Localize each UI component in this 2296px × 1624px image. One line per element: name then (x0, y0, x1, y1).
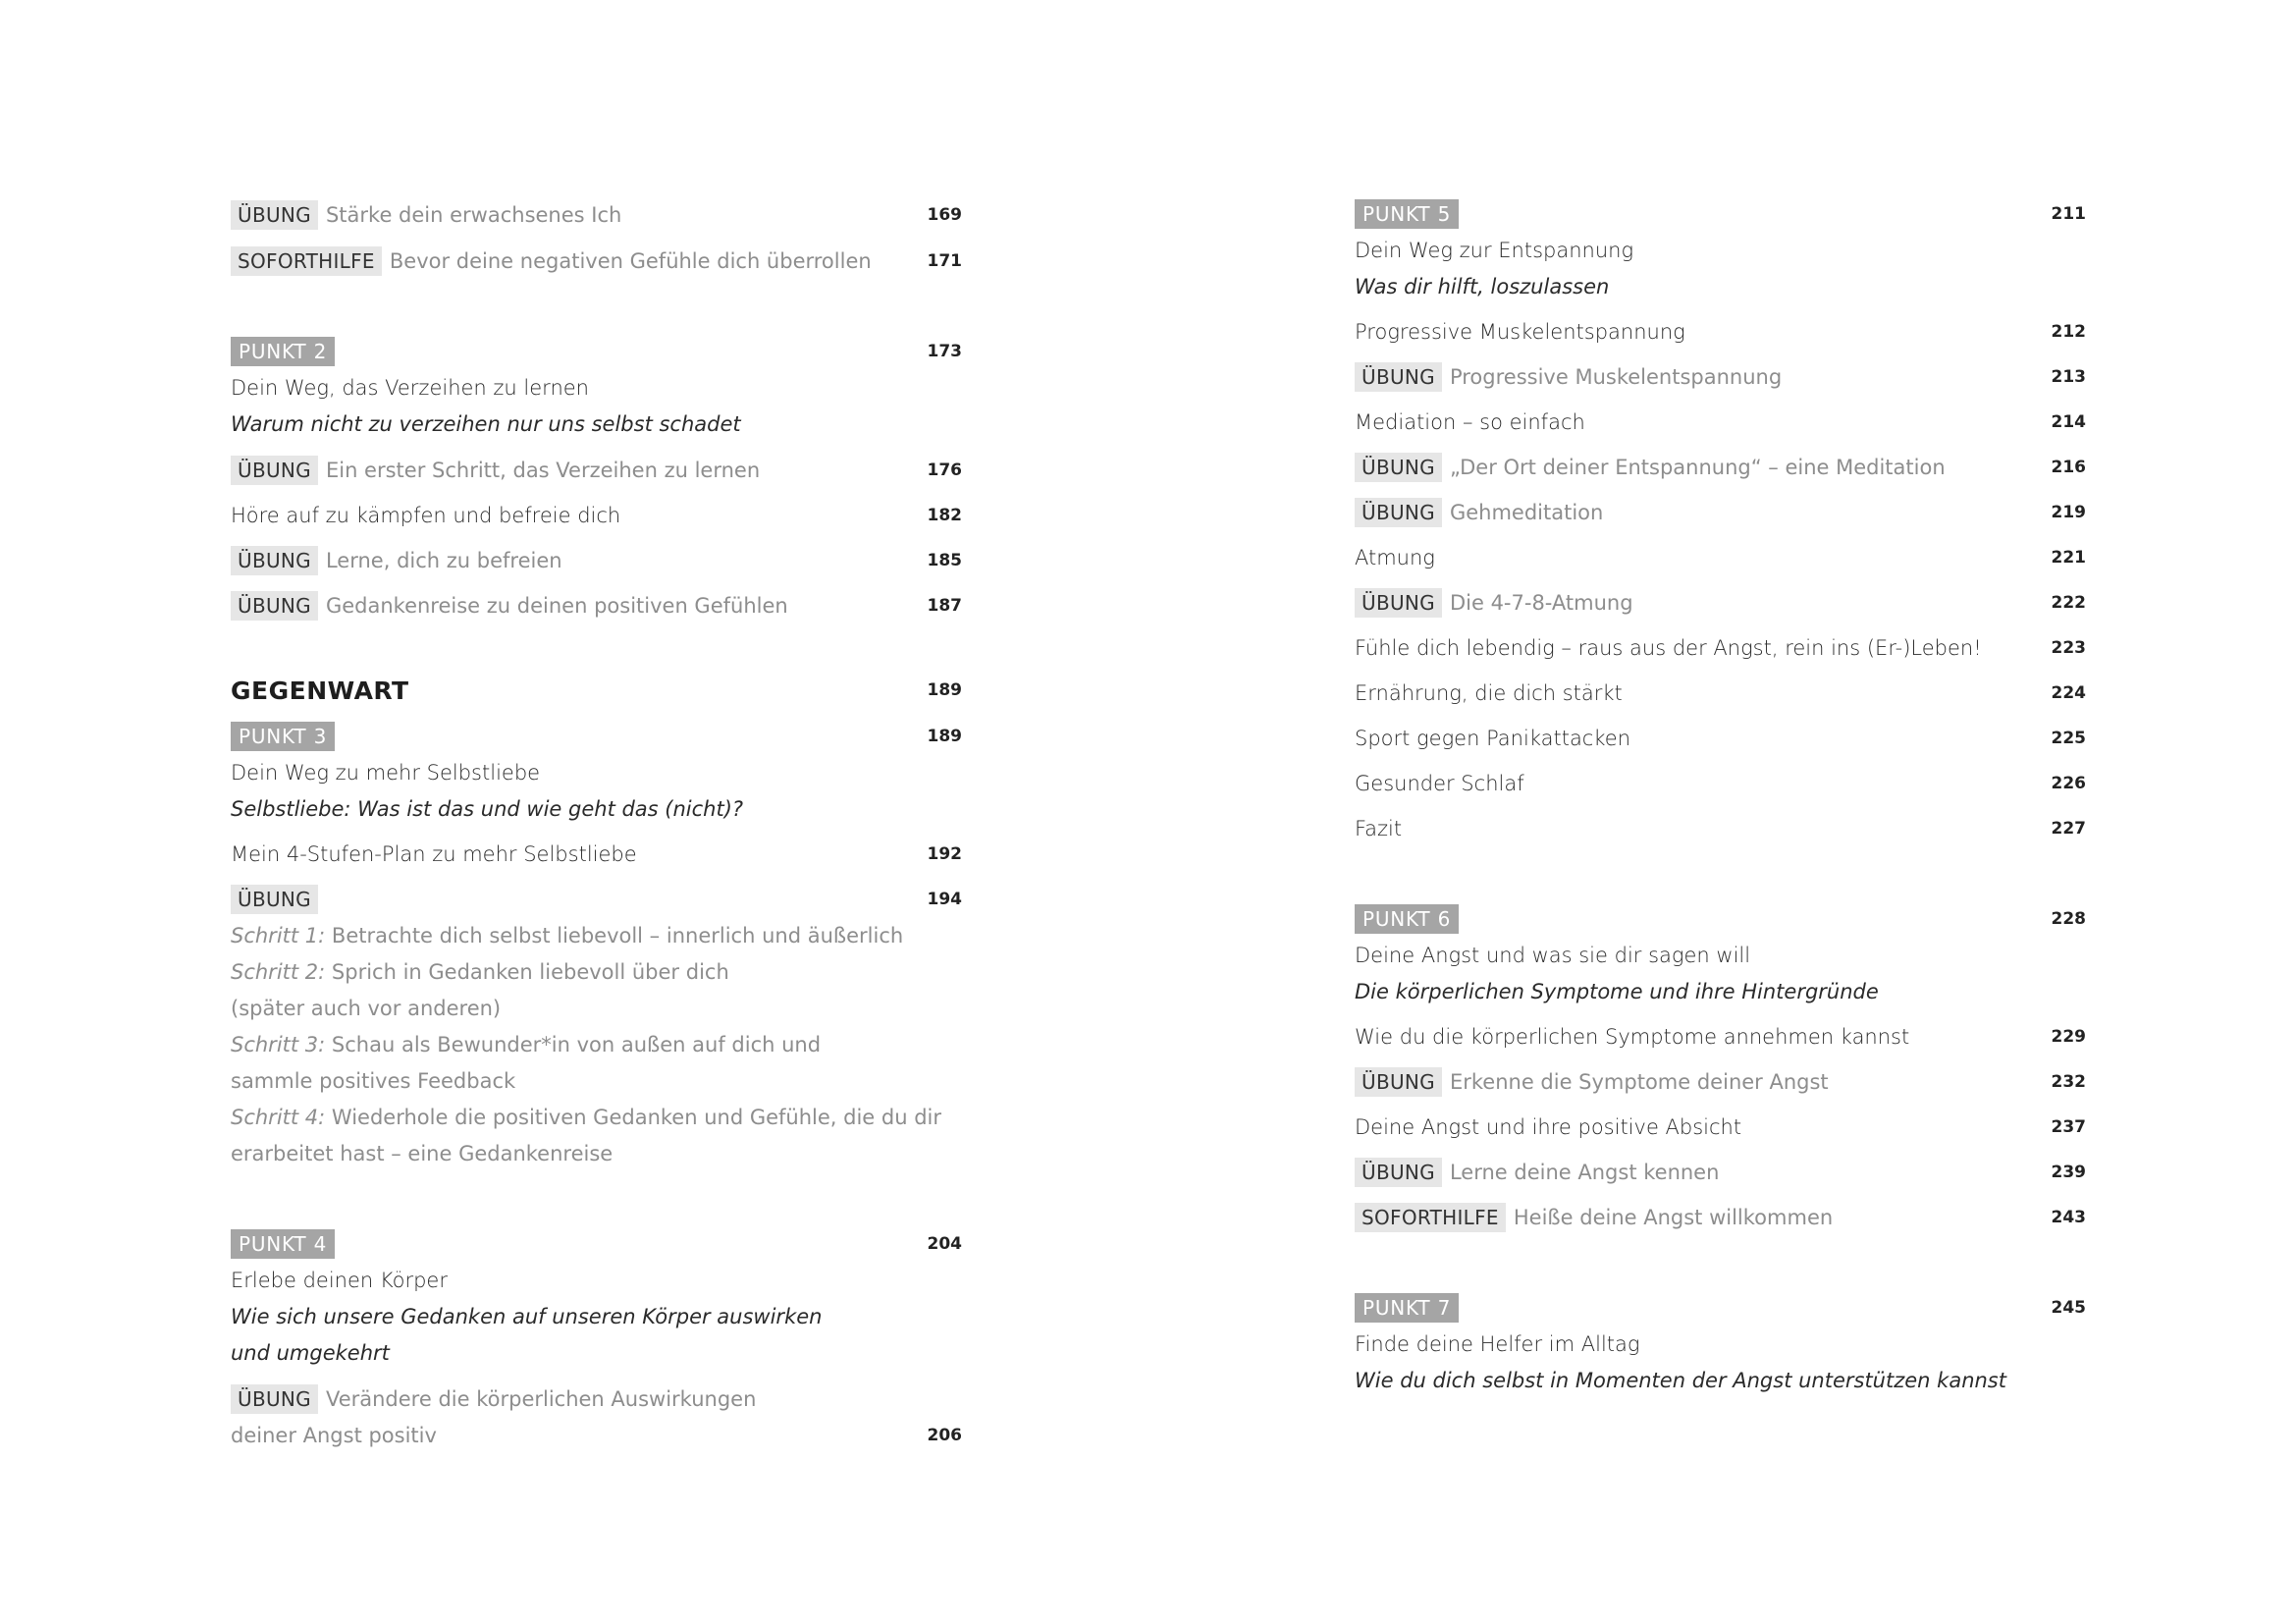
chapter-title-text: Finde deine Helfer im Alltag (1355, 1332, 1640, 1356)
uebung-label: ÜBUNG (231, 591, 318, 621)
entry-text: „Der Ort deiner Entspannung“ – eine Meditation (1449, 456, 1946, 479)
entry-text: Lerne deine Angst kennen (1449, 1161, 1720, 1184)
toc-entry[interactable] (1355, 812, 2086, 845)
uebung-label: ÜBUNG (1355, 362, 1442, 392)
toc-entry[interactable] (1355, 406, 2086, 439)
page-number: 189 (927, 680, 962, 700)
step-line (231, 992, 962, 1025)
toc-entry[interactable] (231, 198, 962, 232)
step-text-cont: erarbeitet hast – eine Gedankenreise (231, 1142, 614, 1165)
chapter-subtitle-text: und umgekehrt (231, 1341, 390, 1365)
step-text: Betrachte dich selbst liebevoll – innerlich und äußerlich (325, 924, 904, 947)
chapter-title (231, 756, 962, 789)
toc-entry[interactable] (1355, 360, 2086, 394)
chapter-subtitle (1355, 1364, 2086, 1397)
page-number: 206 (927, 1426, 962, 1445)
punkt-label: PUNKT 7 (1355, 1293, 1459, 1323)
toc-entry[interactable] (231, 838, 962, 871)
toc-entry[interactable] (1355, 1110, 2086, 1144)
toc-entry[interactable] (1355, 767, 2086, 800)
toc-entry[interactable] (231, 589, 962, 623)
chapter-subtitle-text: Was dir hilft, loszulassen (1355, 275, 1610, 298)
chapter-title-text: Dein Weg, das Verzeihen zu lernen (231, 376, 589, 400)
step-label: Schritt 2: (231, 960, 326, 984)
entry-text: Progressive Muskelentspannung (1355, 320, 1685, 344)
chapter-title-text: Deine Angst und was sie dir sagen will (1355, 944, 1751, 967)
step-text: Schau als Bewunder*in von außen auf dich und (325, 1033, 822, 1056)
entry-text: Gehmeditation (1449, 501, 1604, 524)
page-number: 213 (2051, 367, 2086, 387)
page-number: 176 (927, 460, 962, 480)
section-heading[interactable] (231, 674, 962, 707)
chapter-title (231, 1264, 962, 1297)
page-number: 211 (2051, 204, 2086, 224)
chapter-title-text: Dein Weg zu mehr Selbstliebe (231, 761, 541, 785)
toc-entry[interactable] (1355, 586, 2086, 620)
entry-text: Mein 4-Stufen-Plan zu mehr Selbstliebe (231, 842, 637, 866)
toc-entry[interactable] (1355, 315, 2086, 349)
page-number: 229 (2051, 1027, 2086, 1047)
toc-entry[interactable] (231, 1382, 962, 1416)
toc-entry[interactable] (1355, 722, 2086, 755)
step-line (231, 1064, 962, 1098)
toc-entry[interactable] (231, 244, 962, 278)
step-label: Schritt 3: (231, 1033, 326, 1056)
entry-text: deiner Angst positiv (231, 1424, 437, 1447)
toc-entry-cont[interactable] (231, 1419, 962, 1452)
page-number: 189 (927, 727, 962, 746)
entry-text: Atmung (1355, 546, 1435, 569)
chapter-title (1355, 234, 2086, 267)
toc-entry[interactable] (1355, 496, 2086, 529)
toc-entry[interactable] (1355, 1201, 2086, 1234)
page-number: 169 (927, 205, 962, 225)
page-number: 216 (2051, 458, 2086, 477)
toc-entry[interactable] (231, 499, 962, 532)
page-number: 219 (2051, 503, 2086, 522)
entry-text: Bevor deine negativen Gefühle dich überrollen (389, 249, 872, 273)
toc-entry[interactable] (1355, 451, 2086, 484)
toc-entry[interactable] (1355, 1065, 2086, 1099)
page-number: 212 (2051, 322, 2086, 342)
entry-text: Mediation – so einfach (1355, 410, 1585, 434)
uebung-label: ÜBUNG (231, 456, 318, 485)
step-label: Schritt 1: (231, 924, 326, 947)
entry-text: Ernährung, die dich stärkt (1355, 681, 1623, 705)
page-number: 204 (927, 1234, 962, 1254)
toc-entry[interactable] (1355, 541, 2086, 574)
step-line (231, 1101, 962, 1134)
page-number: 232 (2051, 1072, 2086, 1092)
page-number: 182 (927, 506, 962, 525)
toc-entry[interactable] (1355, 1020, 2086, 1054)
page-number: 227 (2051, 819, 2086, 839)
step-text: Sprich in Gedanken liebevoll über dich (325, 960, 729, 984)
uebung-label: ÜBUNG (1355, 588, 1442, 618)
page-number: 187 (927, 596, 962, 616)
uebung-label: ÜBUNG (1355, 453, 1442, 482)
page-number: 194 (927, 890, 962, 909)
entry-text: Die 4-7-8-Atmung (1449, 591, 1633, 615)
page-number: 185 (927, 551, 962, 570)
punkt-label: PUNKT 3 (231, 722, 335, 751)
toc-entry[interactable] (1355, 677, 2086, 710)
page-number: 245 (2051, 1298, 2086, 1318)
toc-entry[interactable] (231, 454, 962, 487)
step-text-cont: (später auch vor anderen) (231, 997, 502, 1020)
chapter-title (231, 371, 962, 405)
entry-text: Stärke dein erwachsenes Ich (325, 203, 622, 227)
chapter-subtitle-text: Warum nicht zu verzeihen nur uns selbst schadet (231, 412, 741, 436)
chapter-title-text: Dein Weg zur Entspannung (1355, 239, 1634, 262)
page-number: 225 (2051, 729, 2086, 748)
entry-text: Fazit (1355, 817, 1403, 840)
chapter-subtitle-text: Selbstliebe: Was ist das und wie geht das (nicht)? (231, 797, 744, 821)
toc-entry[interactable] (231, 544, 962, 577)
chapter-subtitle-text: Wie du dich selbst in Momenten der Angst unterstützen kannst (1355, 1369, 2006, 1392)
punkt-label: PUNKT 6 (1355, 904, 1459, 934)
uebung-label: ÜBUNG (1355, 498, 1442, 527)
uebung-label: ÜBUNG (231, 200, 318, 230)
punkt-header[interactable] (1355, 902, 2086, 936)
soforthilfe-label: SOFORTHILFE (231, 246, 382, 276)
uebung-label: ÜBUNG (231, 1384, 318, 1414)
entry-text: Wie du die körperlichen Symptome annehmen kannst (1355, 1025, 1910, 1049)
chapter-subtitle (231, 1336, 962, 1370)
punkt-label: PUNKT 4 (231, 1229, 335, 1259)
uebung-label: ÜBUNG (1355, 1158, 1442, 1187)
chapter-subtitle (1355, 270, 2086, 303)
punkt-header[interactable] (231, 335, 962, 368)
chapter-subtitle-text: Wie sich unsere Gedanken auf unseren Körper auswirken (231, 1305, 823, 1328)
chapter-subtitle (231, 407, 962, 441)
section-title: GEGENWART (231, 676, 409, 705)
uebung-label: ÜBUNG (1355, 1067, 1442, 1097)
page-number: 222 (2051, 593, 2086, 613)
chapter-subtitle (231, 792, 962, 826)
entry-text: Ein erster Schritt, das Verzeihen zu lernen (325, 459, 761, 482)
page-number: 237 (2051, 1117, 2086, 1137)
entry-text: Deine Angst und ihre positive Absicht (1355, 1115, 1742, 1139)
chapter-subtitle-text: Die körperlichen Symptome und ihre Hintergründe (1355, 980, 1879, 1003)
chapter-subtitle (231, 1300, 962, 1333)
step-label: Schritt 4: (231, 1106, 326, 1129)
chapter-subtitle (1355, 975, 2086, 1008)
entry-text: Sport gegen Panikattacken (1355, 727, 1630, 750)
entry-text: Fühle dich lebendig – raus aus der Angst, rein ins (Er-)Leben! (1355, 636, 1982, 660)
step-text-cont: sammle positives Feedback (231, 1069, 516, 1093)
punkt-label: PUNKT 5 (1355, 199, 1459, 229)
entry-text: Erkenne die Symptome deiner Angst (1449, 1070, 1829, 1094)
toc-entry[interactable] (1355, 631, 2086, 665)
page-number: 173 (927, 342, 962, 361)
punkt-header[interactable] (1355, 1291, 2086, 1325)
page-number: 214 (2051, 412, 2086, 432)
soforthilfe-label: SOFORTHILFE (1355, 1203, 1506, 1232)
punkt-header[interactable] (231, 1227, 962, 1261)
entry-text: Heiße deine Angst willkommen (1513, 1206, 1834, 1229)
page-number: 221 (2051, 548, 2086, 568)
uebung-label: ÜBUNG (231, 546, 318, 575)
punkt-label: PUNKT 2 (231, 337, 335, 366)
page-number: 243 (2051, 1208, 2086, 1227)
toc-entry[interactable] (231, 883, 962, 916)
step-line (231, 1028, 962, 1061)
entry-text: Gedankenreise zu deinen positiven Gefühlen (325, 594, 788, 618)
chapter-title (1355, 1327, 2086, 1361)
punkt-header[interactable] (231, 720, 962, 753)
punkt-header[interactable] (1355, 197, 2086, 231)
chapter-title-text: Erlebe deinen Körper (231, 1269, 448, 1292)
step-line (231, 955, 962, 989)
step-text: Wiederhole die positiven Gedanken und Gefühle, die du dir (325, 1106, 942, 1129)
page-number: 226 (2051, 774, 2086, 793)
page-number: 192 (927, 844, 962, 864)
step-line (231, 1137, 962, 1170)
page-number: 171 (927, 251, 962, 271)
page-number: 223 (2051, 638, 2086, 658)
chapter-title (1355, 939, 2086, 972)
step-line (231, 919, 962, 952)
uebung-label: ÜBUNG (231, 885, 318, 914)
entry-text: Gesunder Schlaf (1355, 772, 1524, 795)
page-number: 224 (2051, 683, 2086, 703)
toc-entry[interactable] (1355, 1156, 2086, 1189)
entry-text: Höre auf zu kämpfen und befreie dich (231, 504, 621, 527)
entry-text: Verändere die körperlichen Auswirkungen (325, 1387, 757, 1411)
entry-text: Lerne, dich zu befreien (325, 549, 562, 572)
page-number: 239 (2051, 1163, 2086, 1182)
page-number: 228 (2051, 909, 2086, 929)
entry-text: Progressive Muskelentspannung (1449, 365, 1783, 389)
